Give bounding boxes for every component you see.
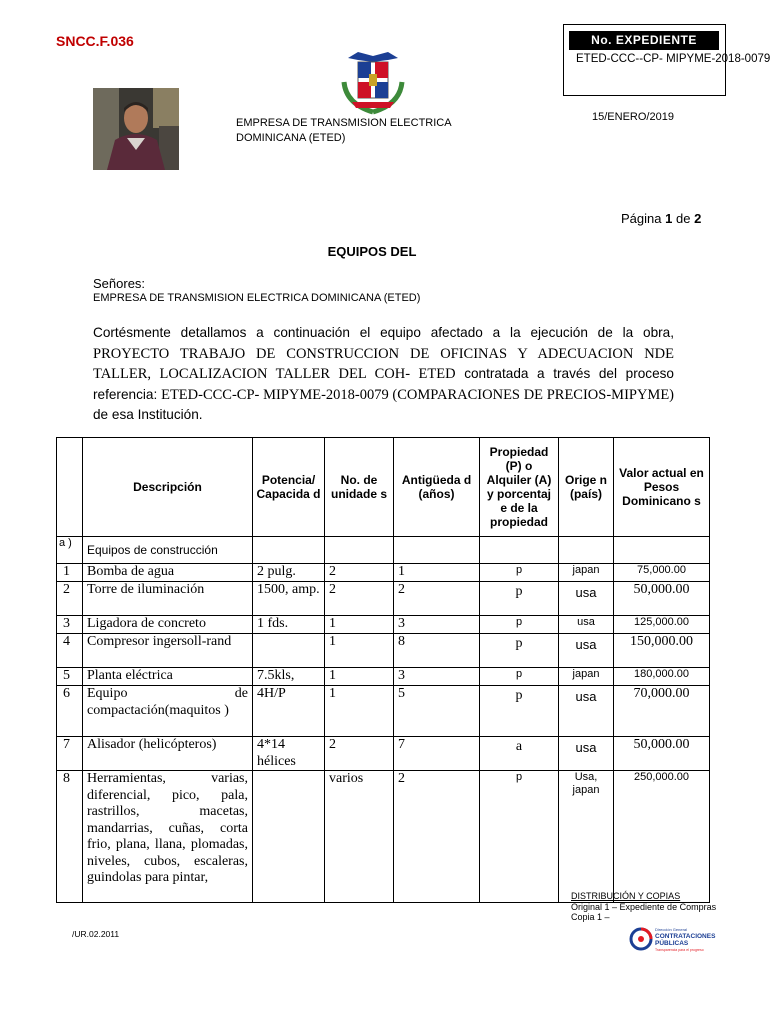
row-valor: 70,000.00 xyxy=(614,686,710,737)
table-row xyxy=(57,564,710,582)
form-code: SNCC.F.036 xyxy=(56,33,134,49)
page-label: Página xyxy=(621,211,662,226)
row-number: 8 xyxy=(57,771,83,903)
row-potencia: 1 fds. xyxy=(253,616,325,634)
row-propiedad: p xyxy=(480,616,559,634)
row-propiedad: p xyxy=(480,582,559,616)
row-number: 4 xyxy=(57,634,83,668)
body-part1: Cortésmente detallamos a continuación el equipo afectado a la ejecución de la obra, xyxy=(93,325,674,340)
body-part2: PROYECTO TRABAJO DE CONSTRUCCION DE OFICINAS Y ADECUACION NDE TALLER, LOCALIZACION TALLER DEL COH- ETED xyxy=(93,345,674,382)
svg-text:Transparencia para el progreso: Transparencia para el progreso xyxy=(655,948,704,952)
header-origen: Orige n (país) xyxy=(559,438,614,537)
row-description: Ligadora de concreto xyxy=(83,616,253,634)
section-empty-cell xyxy=(559,537,614,564)
row-valor: 250,000.00 xyxy=(614,771,710,903)
salutation: Señores: xyxy=(93,276,146,291)
row-unidades: 1 xyxy=(325,634,394,668)
table-row xyxy=(57,771,710,903)
row-description: Equipo de compactación(maquitos ) xyxy=(83,686,253,737)
body-part3: contratada a través del proceso referencia: xyxy=(93,366,674,402)
row-number: 5 xyxy=(57,668,83,686)
row-origen: usa xyxy=(559,634,614,668)
page-of: de xyxy=(675,211,691,226)
row-potencia xyxy=(253,771,325,903)
page-current: 1 xyxy=(665,211,673,226)
table-row xyxy=(57,737,710,771)
table-row xyxy=(57,582,710,616)
company-name xyxy=(236,116,452,146)
row-origen: usa xyxy=(559,616,614,634)
row-origen: usa xyxy=(559,737,614,771)
page-total: 2 xyxy=(694,211,702,226)
section-empty-cell xyxy=(614,537,710,564)
section-label: Equipos de construcción xyxy=(83,537,253,564)
row-unidades: 1 xyxy=(325,668,394,686)
expediente-box xyxy=(563,24,770,96)
header-unidades: No. de unidade s xyxy=(325,438,394,537)
row-unidades: 1 xyxy=(325,616,394,634)
table-body xyxy=(57,564,710,903)
header-descripcion: Descripción xyxy=(83,438,253,537)
section-empty-cell xyxy=(394,537,480,564)
row-unidades: 2 xyxy=(325,582,394,616)
section-empty-cell xyxy=(480,537,559,564)
row-description: Bomba de agua xyxy=(83,564,253,582)
body-paragraph xyxy=(93,323,674,426)
row-antiguedad: 3 xyxy=(394,668,480,686)
row-number: 7 xyxy=(57,737,83,771)
row-origen: japan xyxy=(559,668,614,686)
distribution-line1: Original 1 – Expediente de Compras xyxy=(571,901,717,912)
dgcp-logo xyxy=(629,924,716,954)
row-propiedad: p xyxy=(480,634,559,668)
coat-of-arms-seal xyxy=(336,44,410,116)
distribution-block xyxy=(571,891,716,923)
distribution-line2: Copia 1 – xyxy=(571,912,610,922)
row-propiedad: p xyxy=(480,686,559,737)
section-empty-cell xyxy=(325,537,394,564)
row-description: Alisador (helicópteros) xyxy=(83,737,253,771)
company-name-line2: DOMINICANA (ETED) xyxy=(236,132,346,144)
row-valor: 75,000.00 xyxy=(614,564,710,582)
expediente-label: No. EXPEDIENTE xyxy=(569,31,719,50)
header-potencia: Potencia/ Capacida d xyxy=(253,438,325,537)
company-name-line1: EMPRESA DE TRANSMISION ELECTRICA xyxy=(236,117,452,129)
table-row xyxy=(57,634,710,668)
row-number: 6 xyxy=(57,686,83,737)
row-origen: usa xyxy=(559,686,614,737)
row-valor: 50,000.00 xyxy=(614,582,710,616)
row-valor: 150,000.00 xyxy=(614,634,710,668)
expediente-number: ETED-CCC--CP- MIPYME-2018-0079 xyxy=(576,53,770,65)
row-valor: 50,000.00 xyxy=(614,737,710,771)
row-number: 2 xyxy=(57,582,83,616)
svg-text:CONTRATACIONES: CONTRATACIONES xyxy=(655,933,716,940)
row-valor: 125,000.00 xyxy=(614,616,710,634)
section-row xyxy=(57,537,710,564)
row-antiguedad: 7 xyxy=(394,737,480,771)
table-row xyxy=(57,686,710,737)
row-unidades: varios xyxy=(325,771,394,903)
row-propiedad: p xyxy=(480,668,559,686)
row-unidades: 2 xyxy=(325,564,394,582)
row-propiedad: a xyxy=(480,737,559,771)
document-title: EQUIPOS DEL xyxy=(327,244,417,259)
row-antiguedad: 3 xyxy=(394,616,480,634)
document-date: 15/ENERO/2019 xyxy=(592,111,674,123)
section-empty-cell xyxy=(253,537,325,564)
row-antiguedad: 5 xyxy=(394,686,480,737)
row-number: 3 xyxy=(57,616,83,634)
row-number: 1 xyxy=(57,564,83,582)
distribution-title: DISTRIBUCIÓN Y COPIAS xyxy=(571,891,681,901)
row-potencia: 4H/P xyxy=(253,686,325,737)
row-antiguedad: 2 xyxy=(394,582,480,616)
svg-text:Dirección General: Dirección General xyxy=(655,927,688,932)
table-row xyxy=(57,616,710,634)
row-description: Herramientas, varias, diferencial, pico, pala, rastrillos, macetas, mandarrias, cuñas, corta frio, plana, llana, plomadas, niveles, cubos, escaleras, guindolas para pintar, xyxy=(83,771,253,903)
row-potencia xyxy=(253,634,325,668)
row-potencia: 2 pulg. xyxy=(253,564,325,582)
section-letter: a ) xyxy=(57,537,83,564)
equipment-table xyxy=(56,437,710,903)
footer-code: /UR.02.2011 xyxy=(72,929,120,939)
header-number xyxy=(57,438,83,537)
header-antiguedad: Antigüeda d (años) xyxy=(394,438,480,537)
table-header-row xyxy=(57,438,710,537)
row-description: Compresor ingersoll-rand xyxy=(83,634,253,668)
row-antiguedad: 8 xyxy=(394,634,480,668)
row-potencia: 4*14 hélices xyxy=(253,737,325,771)
header-propiedad: Propiedad (P) o Alquiler (A) y porcentaj e de la propiedad xyxy=(480,438,559,537)
body-part4: ETED-CCC-CP- MIPYME-2018-0079 (COMPARACIONES DE PRECIOS-MIPYME) xyxy=(161,386,675,403)
row-unidades: 2 xyxy=(325,737,394,771)
row-potencia: 1500, amp. xyxy=(253,582,325,616)
row-antiguedad: 2 xyxy=(394,771,480,903)
row-origen: japan xyxy=(559,564,614,582)
row-valor: 180,000.00 xyxy=(614,668,710,686)
person-photo xyxy=(93,88,179,170)
body-part5: de esa Institución. xyxy=(93,407,203,422)
addressee: EMPRESA DE TRANSMISION ELECTRICA DOMINICANA (ETED) xyxy=(93,292,421,304)
row-description: Planta eléctrica xyxy=(83,668,253,686)
row-origen: Usa, japan xyxy=(559,771,614,903)
header-valor: Valor actual en Pesos Dominicano s xyxy=(614,438,710,537)
svg-text:PÚBLICAS: PÚBLICAS xyxy=(655,940,689,947)
row-origen: usa xyxy=(559,582,614,616)
row-potencia: 7.5kls, xyxy=(253,668,325,686)
row-propiedad: p xyxy=(480,771,559,903)
row-unidades: 1 xyxy=(325,686,394,737)
page-number xyxy=(621,211,701,226)
row-description: Torre de iluminación xyxy=(83,582,253,616)
row-propiedad: p xyxy=(480,564,559,582)
row-antiguedad: 1 xyxy=(394,564,480,582)
table-row xyxy=(57,668,710,686)
